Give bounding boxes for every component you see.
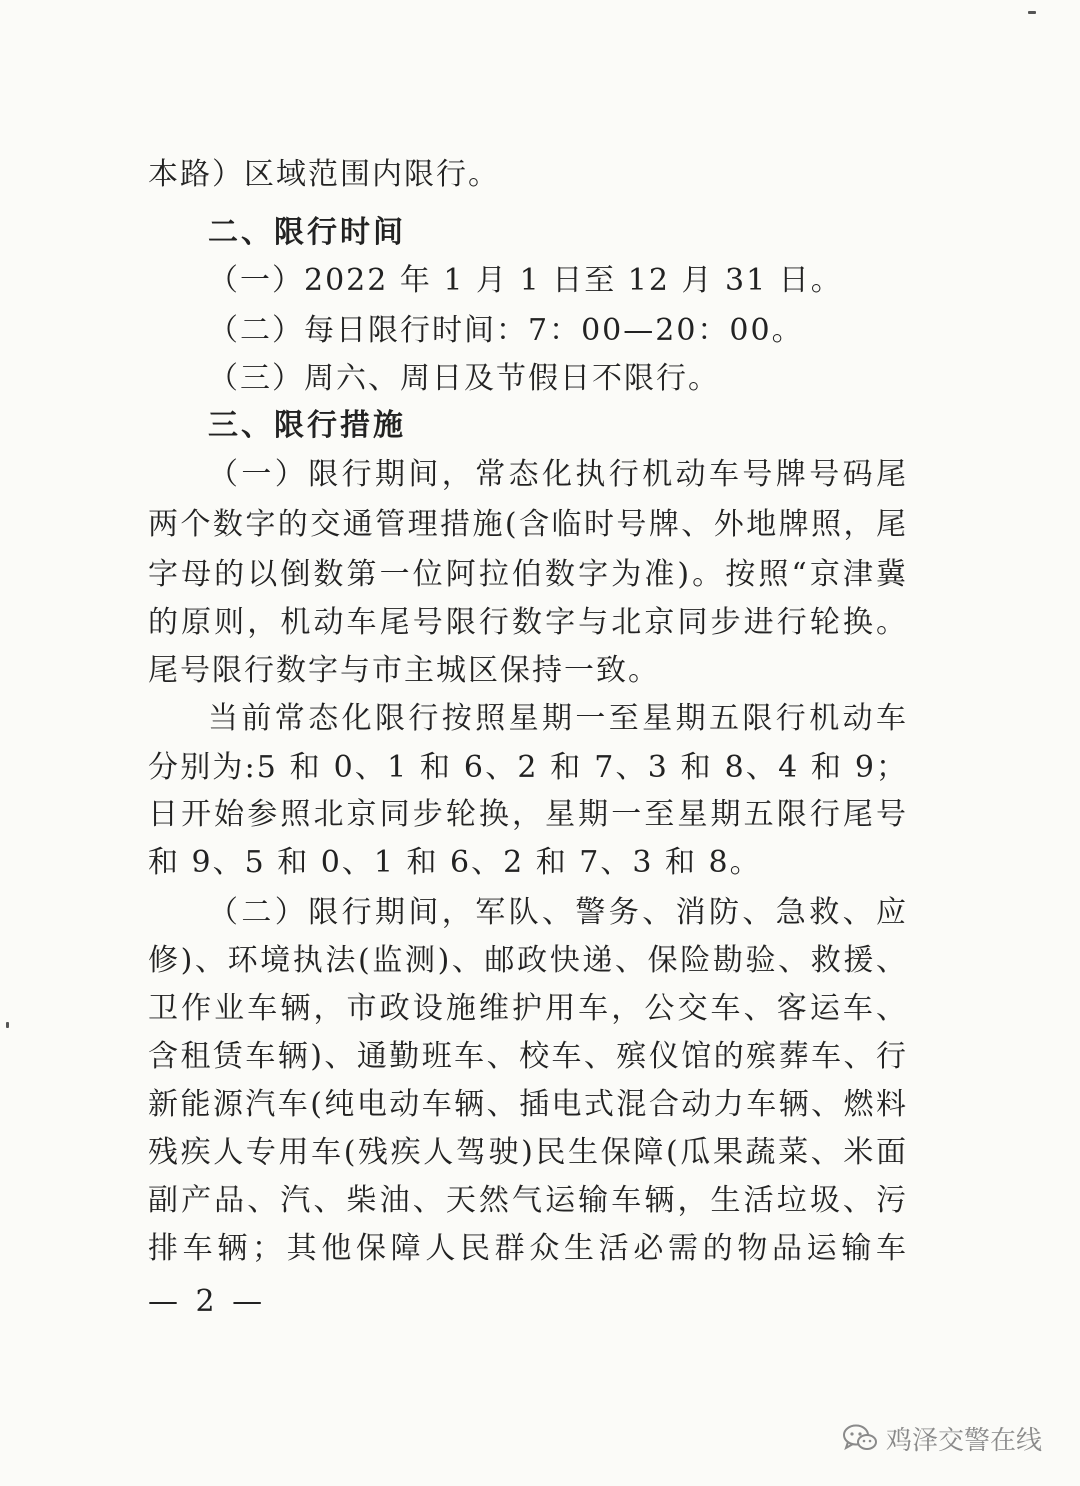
measures-para3-line1: （二）限行期间，军队、警务、消防、急救、应: [208, 895, 908, 930]
measures-para2-line4: 和 9、5 和 0、1 和 6、2 和 7、3 和 8。: [148, 845, 762, 880]
time-item-2: （二）每日限行时间：7：00—20：00。: [208, 313, 804, 348]
scan-speck: [1028, 11, 1036, 14]
measures-para3-line5: 新能源汽车(纯电动车辆、插电式混合动力车辆、燃料: [148, 1087, 908, 1122]
measures-para2-line1: 当前常态化限行按照星期一至星期五限行机动车: [208, 701, 908, 736]
measures-para1-line3: 字母的以倒数第一位阿拉伯数字为准)。按照“京津冀: [148, 557, 908, 592]
paragraph-line-continuation: 本路）区域范围内限行。: [148, 157, 500, 192]
measures-para3-line7: 副产品、汽、柴油、天然气运输车辆，生活垃圾、污: [148, 1183, 908, 1218]
measures-para1-line2: 两个数字的交通管理措施(含临时号牌、外地牌照，尾: [148, 507, 908, 542]
measures-para1-line5: 尾号限行数字与市主城区保持一致。: [148, 653, 660, 688]
wechat-watermark: [842, 1420, 1042, 1456]
measures-para1-line1: （一）限行期间，常态化执行机动车号牌号码尾: [208, 457, 908, 492]
measures-para3-line2: 修)、环境执法(监测)、邮政快递、保险勘验、救援、: [148, 943, 908, 978]
measures-para1-line4: 的原则，机动车尾号限行数字与北京同步进行轮换。: [148, 605, 908, 640]
measures-para3-line6: 残疾人专用车(残疾人驾驶)民生保障(瓜果蔬菜、米面: [148, 1135, 908, 1170]
scan-speck: [6, 1022, 9, 1028]
measures-para3-line3: 卫作业车辆，市政设施维护用车，公交车、客运车、: [148, 991, 908, 1026]
measures-para3-line8: 排车辆；其他保障人民群众生活必需的物品运输车: [148, 1231, 908, 1266]
measures-para2-line2: 分别为:5 和 0、1 和 6、2 和 7、3 和 8、4 和 9；: [148, 750, 908, 785]
time-item-1: （一）2022 年 1 月 1 日至 12 月 31 日。: [208, 263, 843, 298]
measures-para3-line4: 含租赁车辆)、通勤班车、校车、殡仪馆的殡葬车、行: [148, 1039, 908, 1074]
measures-para2-line3: 日开始参照北京同步轮换，星期一至星期五限行尾号: [148, 797, 908, 832]
section-heading-measures: 三、限行措施: [208, 408, 406, 443]
time-item-3: （三）周六、周日及节假日不限行。: [208, 361, 720, 396]
watermark-text: 鸡泽交警在线: [886, 1425, 1043, 1456]
section-heading-time: 二、限行时间: [208, 215, 406, 250]
page-number: — 2 —: [148, 1284, 267, 1319]
wechat-icon: [842, 1423, 878, 1453]
